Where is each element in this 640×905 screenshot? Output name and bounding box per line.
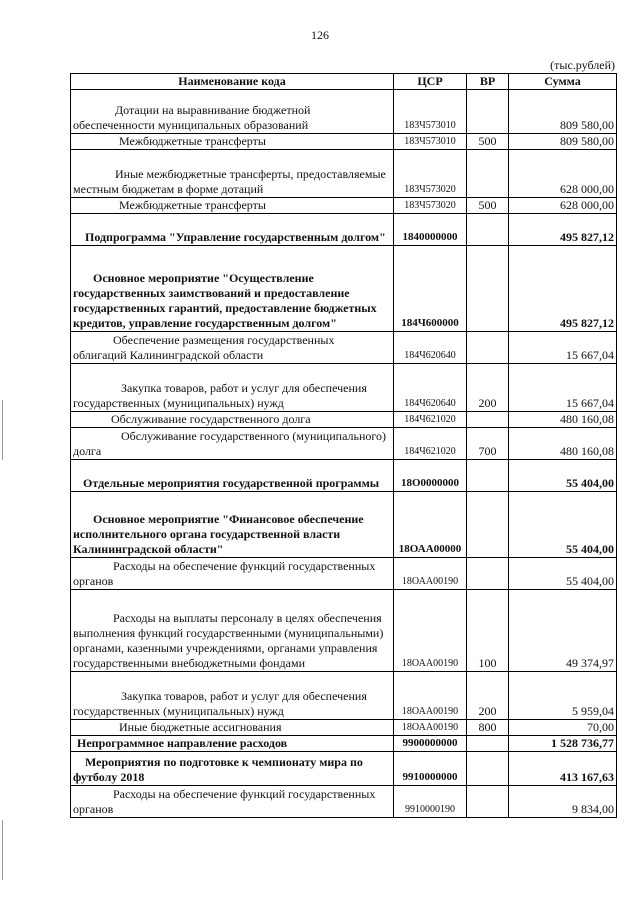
table-row bbox=[71, 364, 617, 412]
row-name: Подпрограмма "Управление государственным долгом" bbox=[71, 214, 394, 246]
row-vr bbox=[467, 332, 509, 364]
row-name: Закупка товаров, работ и услуг для обеспечения государственных (муниципальных) нужд bbox=[71, 672, 394, 720]
row-sum: 55 404,00 bbox=[509, 492, 617, 558]
row-name: Обеспечение размещения государственных облигаций Калининградской области bbox=[71, 332, 394, 364]
table-row bbox=[71, 198, 617, 214]
row-name: Расходы на выплаты персоналу в целях обеспечения выполнения функций государственными (муниципальными) органами, казенными учреждениями, органами управления государственными внебюджетными фондами bbox=[71, 590, 394, 672]
row-csr: 183Ч573010 bbox=[394, 90, 467, 134]
table-row bbox=[71, 672, 617, 720]
row-sum: 15 667,04 bbox=[509, 364, 617, 412]
row-name: Отдельные мероприятия государственной программы bbox=[71, 460, 394, 492]
row-csr: 184Ч600000 bbox=[394, 246, 467, 332]
row-sum: 495 827,12 bbox=[509, 214, 617, 246]
header-csr: ЦСР bbox=[394, 74, 467, 90]
row-csr: 18ОАА00000 bbox=[394, 492, 467, 558]
row-sum: 5 959,04 bbox=[509, 672, 617, 720]
row-vr bbox=[467, 246, 509, 332]
row-name: Дотации на выравнивание бюджетной обеспеченности муниципальных образований bbox=[71, 90, 394, 134]
row-vr bbox=[467, 150, 509, 198]
row-vr bbox=[467, 90, 509, 134]
row-csr: 18ОАА00190 bbox=[394, 720, 467, 736]
row-csr: 184Ч620640 bbox=[394, 364, 467, 412]
row-name: Иные бюджетные ассигнования bbox=[71, 720, 394, 736]
row-name: Обслуживание государственного долга bbox=[71, 412, 394, 428]
budget-table bbox=[70, 73, 617, 818]
row-name: Основное мероприятие "Финансовое обеспечение исполнительного органа государственной власти Калининградской области" bbox=[71, 492, 394, 558]
table-row bbox=[71, 492, 617, 558]
row-vr: 800 bbox=[467, 720, 509, 736]
row-vr: 500 bbox=[467, 198, 509, 214]
row-csr: 1840000000 bbox=[394, 214, 467, 246]
table-header-row bbox=[71, 74, 617, 90]
row-sum: 49 374,97 bbox=[509, 590, 617, 672]
header-vr: ВР bbox=[467, 74, 509, 90]
row-name: Межбюджетные трансферты bbox=[71, 198, 394, 214]
row-csr: 183Ч573020 bbox=[394, 150, 467, 198]
row-sum: 413 167,63 bbox=[509, 752, 617, 786]
row-sum: 70,00 bbox=[509, 720, 617, 736]
row-vr: 100 bbox=[467, 590, 509, 672]
page-number: 126 bbox=[311, 28, 329, 42]
row-sum: 55 404,00 bbox=[509, 460, 617, 492]
row-sum: 809 580,00 bbox=[509, 90, 617, 134]
row-name: Закупка товаров, работ и услуг для обеспечения государственных (муниципальных) нужд bbox=[71, 364, 394, 412]
row-sum: 628 000,00 bbox=[509, 198, 617, 214]
row-vr: 200 bbox=[467, 672, 509, 720]
table-row bbox=[71, 590, 617, 672]
table-row bbox=[71, 720, 617, 736]
row-name: Обслуживание государственного (муниципального) долга bbox=[71, 428, 394, 460]
table-row bbox=[71, 134, 617, 150]
header-sum: Сумма bbox=[509, 74, 617, 90]
table-row bbox=[71, 736, 617, 752]
row-vr: 200 bbox=[467, 364, 509, 412]
table-row bbox=[71, 460, 617, 492]
header-name: Наименование кода bbox=[71, 74, 394, 90]
row-name: Основное мероприятие "Осуществление государственных заимствований и предоставление государственных гарантий, предоставление бюджетных кредитов, управление государственным долгом" bbox=[71, 246, 394, 332]
scan-margin-mark bbox=[2, 400, 3, 460]
table-row bbox=[71, 428, 617, 460]
row-name: Иные межбюджетные трансферты, предоставляемые местным бюджетам в форме дотаций bbox=[71, 150, 394, 198]
row-csr: 9910000190 bbox=[394, 786, 467, 818]
row-name: Непрограммное направление расходов bbox=[71, 736, 394, 752]
row-vr: 500 bbox=[467, 134, 509, 150]
row-vr bbox=[467, 492, 509, 558]
table-row bbox=[71, 752, 617, 786]
row-csr: 9910000000 bbox=[394, 752, 467, 786]
row-name: Мероприятия по подготовке к чемпионату мира по футболу 2018 bbox=[71, 752, 394, 786]
table-row bbox=[71, 786, 617, 818]
row-csr: 184Ч620640 bbox=[394, 332, 467, 364]
scan-margin-mark bbox=[2, 820, 3, 880]
row-sum: 495 827,12 bbox=[509, 246, 617, 332]
row-vr bbox=[467, 558, 509, 590]
table-row bbox=[71, 214, 617, 246]
row-csr: 18О0000000 bbox=[394, 460, 467, 492]
row-sum: 628 000,00 bbox=[509, 150, 617, 198]
row-sum: 55 404,00 bbox=[509, 558, 617, 590]
row-name: Расходы на обеспечение функций государственных органов bbox=[71, 786, 394, 818]
row-sum: 480 160,08 bbox=[509, 428, 617, 460]
table-row bbox=[71, 558, 617, 590]
row-vr bbox=[467, 752, 509, 786]
row-csr: 18ОАА00190 bbox=[394, 558, 467, 590]
row-csr: 9900000000 bbox=[394, 736, 467, 752]
row-sum: 809 580,00 bbox=[509, 134, 617, 150]
units-label: (тыс.рублей) bbox=[550, 58, 615, 72]
row-vr bbox=[467, 412, 509, 428]
row-sum: 15 667,04 bbox=[509, 332, 617, 364]
row-sum: 9 834,00 bbox=[509, 786, 617, 818]
table-row bbox=[71, 150, 617, 198]
row-vr bbox=[467, 214, 509, 246]
row-csr: 183Ч573020 bbox=[394, 198, 467, 214]
table-row bbox=[71, 90, 617, 134]
row-csr: 18ОАА00190 bbox=[394, 672, 467, 720]
row-vr bbox=[467, 736, 509, 752]
table-row bbox=[71, 246, 617, 332]
row-vr bbox=[467, 786, 509, 818]
row-name: Межбюджетные трансферты bbox=[71, 134, 394, 150]
row-sum: 480 160,08 bbox=[509, 412, 617, 428]
row-name: Расходы на обеспечение функций государственных органов bbox=[71, 558, 394, 590]
table-row bbox=[71, 412, 617, 428]
row-vr: 700 bbox=[467, 428, 509, 460]
row-csr: 183Ч573010 bbox=[394, 134, 467, 150]
table-row bbox=[71, 332, 617, 364]
row-sum: 1 528 736,77 bbox=[509, 736, 617, 752]
row-csr: 184Ч621020 bbox=[394, 428, 467, 460]
row-csr: 18ОАА00190 bbox=[394, 590, 467, 672]
row-csr: 184Ч621020 bbox=[394, 412, 467, 428]
row-vr bbox=[467, 460, 509, 492]
